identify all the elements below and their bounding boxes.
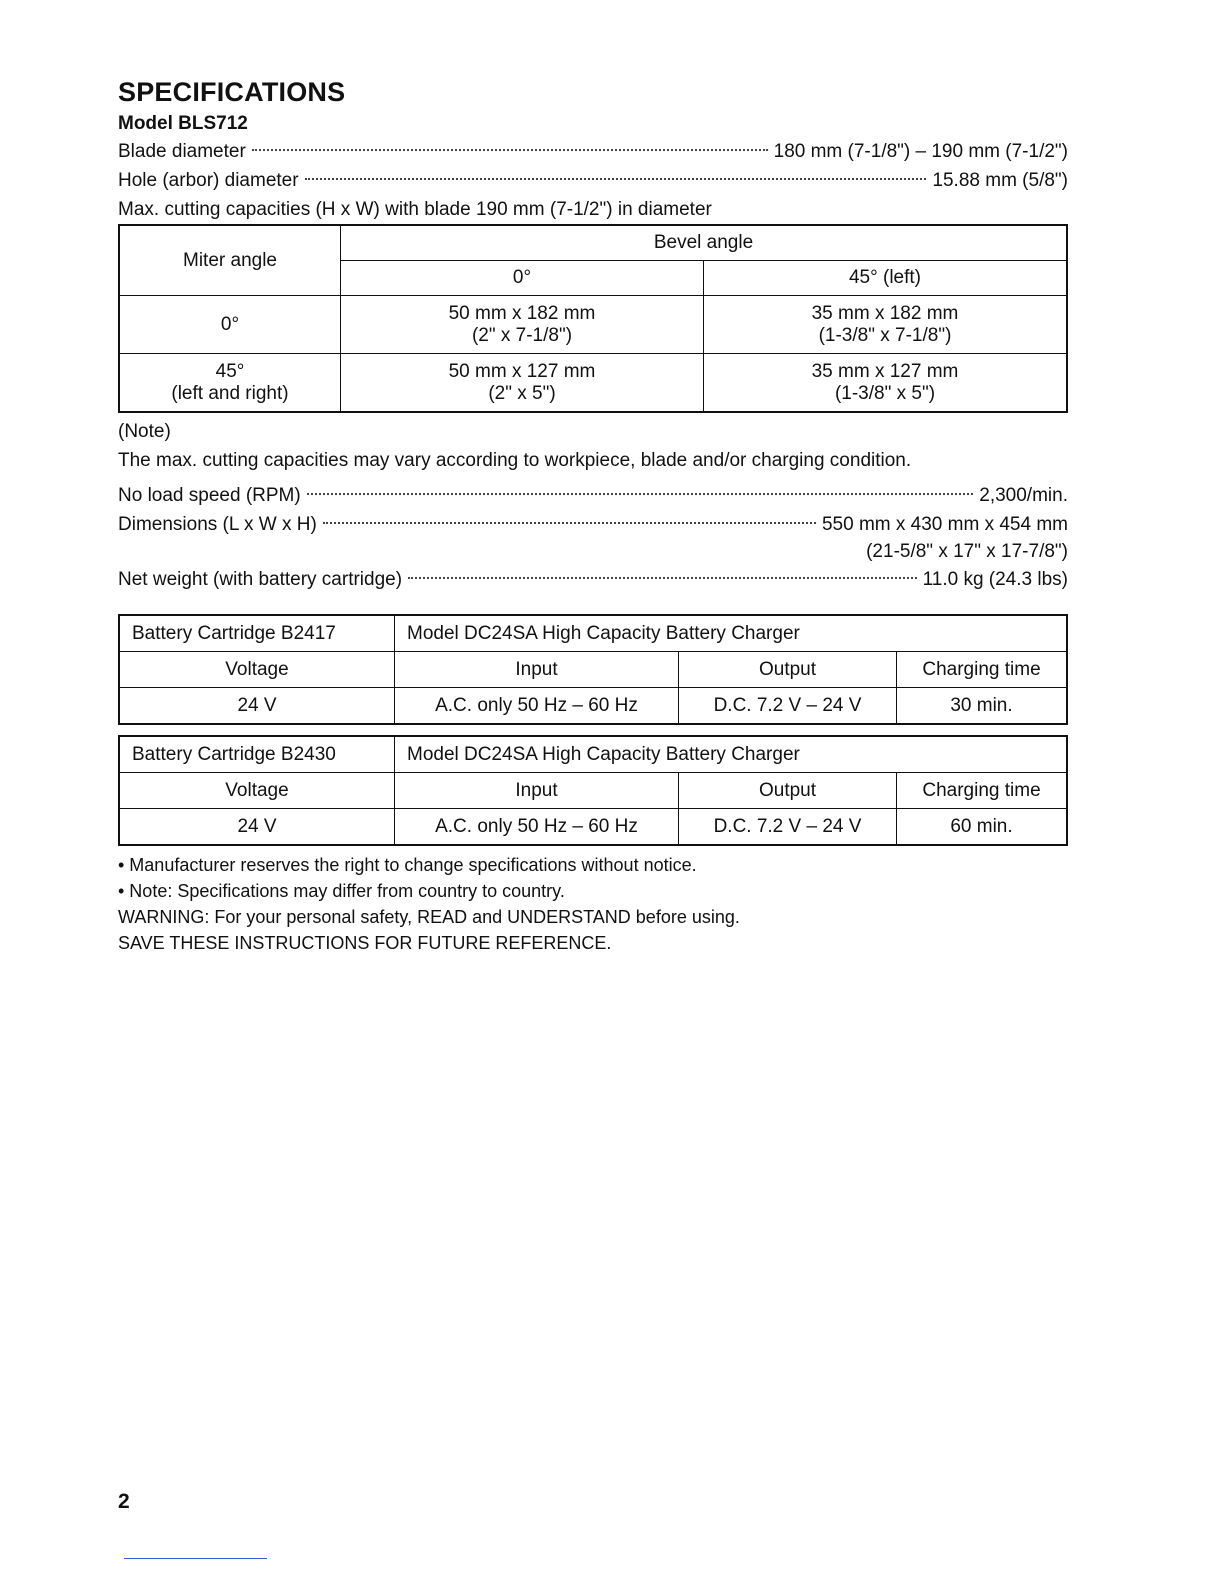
spec-label: Net weight (with battery cartridge): [118, 569, 403, 590]
capacity-cell: 50 mm x 182 mm (2" x 7-1/8"): [341, 296, 704, 354]
spec-value: 11.0 kg (24.3 lbs): [922, 569, 1068, 590]
output-header: Output: [679, 652, 897, 688]
leader-dots: [252, 149, 768, 151]
cartridge-cell: Battery Cartridge B2417: [119, 615, 395, 652]
table-row: [119, 809, 1067, 846]
capacity-cell: 35 mm x 182 mm (1-3/8" x 7-1/8"): [704, 296, 1068, 354]
spec-value: 2,300/min.: [979, 485, 1068, 506]
save-instructions-text: SAVE THESE INSTRUCTIONS FOR FUTURE REFERENCE.: [118, 933, 612, 953]
model-name: Model BLS712: [118, 113, 248, 134]
spec-label: Hole (arbor) diameter: [118, 170, 299, 191]
footnote: • Manufacturer reserves the right to change specifications without notice.: [118, 855, 697, 875]
spec-dimensions: [118, 510, 1068, 539]
input-header: Input: [395, 773, 679, 809]
leader-dots: [323, 522, 816, 524]
note-text: The max. cutting capacities may vary according to workpiece, blade and/or charging condition.: [118, 450, 912, 471]
spec-value: 550 mm x 430 mm x 454 mm: [821, 514, 1068, 535]
leader-dots: [307, 493, 974, 495]
battery-table-b2430: [118, 735, 1068, 846]
spec-hole-diameter: [118, 166, 1068, 195]
spec-no-load-speed: [118, 481, 1068, 510]
leader-dots: [408, 577, 917, 579]
table-row: [119, 296, 1067, 354]
miter-cell: 45° (left and right): [119, 354, 341, 413]
footnotes: [118, 852, 1068, 956]
table-row: [119, 688, 1067, 725]
spec-net-weight: [118, 565, 1068, 594]
bevel-angle-header: Bevel angle: [341, 225, 1068, 261]
footnote: • Note: Specifications may differ from country to country.: [118, 881, 565, 901]
charger-cell: Model DC24SA High Capacity Battery Charger: [395, 615, 1068, 652]
table-row: [119, 354, 1067, 413]
output-header: Output: [679, 773, 897, 809]
output-value: D.C. 7.2 V – 24 V: [679, 688, 897, 725]
cutting-capacity-table: [118, 224, 1068, 413]
specifications-page: [118, 76, 1068, 956]
note-title: (Note): [118, 421, 171, 442]
warning-text: WARNING: For your personal safety, READ and UNDERSTAND before using.: [118, 907, 740, 927]
spec-dimensions-inches: (21-5/8" x 17" x 17-7/8"): [866, 541, 1068, 562]
cartridge-cell: Battery Cartridge B2430: [119, 736, 395, 773]
input-header: Input: [395, 652, 679, 688]
spec-label: Dimensions (L x W x H): [118, 514, 317, 535]
spec-label: No load speed (RPM): [118, 485, 301, 506]
bevel-0-header: 0°: [341, 261, 704, 296]
charging-time-value: 60 min.: [897, 809, 1068, 846]
voltage-value: 24 V: [119, 809, 395, 846]
page-number: 2: [118, 1490, 130, 1513]
charging-time-header: Charging time: [897, 652, 1068, 688]
capacity-cell: 50 mm x 127 mm (2" x 5"): [341, 354, 704, 413]
miter-angle-header: Miter angle: [119, 225, 341, 296]
output-value: D.C. 7.2 V – 24 V: [679, 809, 897, 846]
spec-label: Blade diameter: [118, 141, 246, 162]
spec-value: 15.88 mm (5/8"): [932, 170, 1068, 191]
battery-table-b2417: [118, 614, 1068, 725]
spec-value: 180 mm (7-1/8") – 190 mm (7-1/2"): [773, 141, 1068, 162]
voltage-header: Voltage: [119, 652, 395, 688]
voltage-value: 24 V: [119, 688, 395, 725]
capacity-cell: 35 mm x 127 mm (1-3/8" x 5"): [704, 354, 1068, 413]
voltage-header: Voltage: [119, 773, 395, 809]
page-title: SPECIFICATIONS: [118, 77, 346, 107]
footer-rule: [124, 1558, 267, 1559]
charging-time-value: 30 min.: [897, 688, 1068, 725]
charger-cell: Model DC24SA High Capacity Battery Charger: [395, 736, 1068, 773]
spec-blade-diameter: [118, 137, 1068, 166]
input-value: A.C. only 50 Hz – 60 Hz: [395, 809, 679, 846]
charging-time-header: Charging time: [897, 773, 1068, 809]
bevel-45-header: 45° (left): [704, 261, 1068, 296]
capacity-intro: Max. cutting capacities (H x W) with blade 190 mm (7-1/2") in diameter: [118, 199, 712, 220]
miter-cell: 0°: [119, 296, 341, 354]
input-value: A.C. only 50 Hz – 60 Hz: [395, 688, 679, 725]
leader-dots: [305, 178, 927, 180]
